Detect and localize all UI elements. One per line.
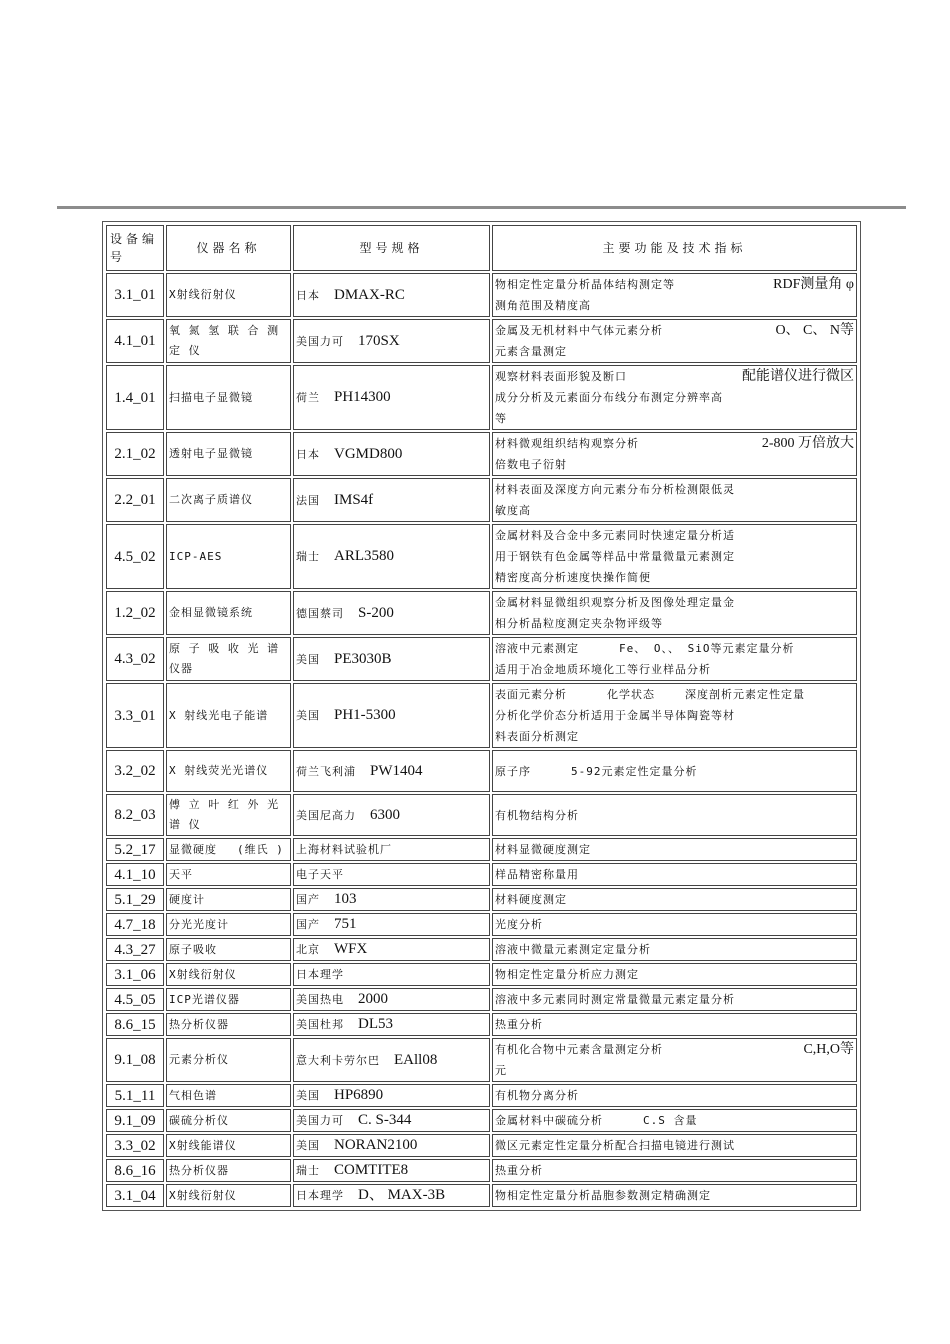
equipment-model: [293, 683, 490, 748]
equipment-function: [492, 963, 857, 986]
function-text-mid: 化学状态: [607, 688, 655, 701]
table-row: [106, 1084, 857, 1107]
model-number: PH14300: [334, 389, 391, 405]
equipment-model: [293, 432, 490, 476]
equipment-model: [293, 1134, 490, 1157]
table-row: [106, 365, 857, 430]
table-row: [106, 524, 857, 589]
equipment-function: [492, 683, 857, 748]
top-rule: [57, 206, 906, 209]
model-number: PE3030B: [334, 650, 392, 667]
function-text: 热重分析: [495, 1018, 543, 1031]
model-number: S-200: [358, 604, 394, 621]
function-line: [495, 761, 854, 782]
function-line: [495, 939, 854, 960]
equipment-name: [166, 838, 291, 861]
model-origin: 日本理学: [296, 968, 344, 981]
equipment-function: [492, 1159, 857, 1182]
table-row: [106, 794, 857, 836]
equipment-model: [293, 938, 490, 961]
header-code: 设备编号: [106, 225, 164, 271]
equipment-function: [492, 1134, 857, 1157]
function-line: [495, 684, 854, 705]
function-text-mid: C.S 含量: [643, 1114, 698, 1127]
equipment-function: [492, 1013, 857, 1036]
equipment-code: 4.3_27: [106, 938, 164, 961]
table-row: [106, 432, 857, 476]
model-origin: 国产: [296, 918, 320, 931]
equipment-name: [166, 863, 291, 886]
function-line: [495, 1135, 854, 1156]
equipment-name: [166, 319, 291, 363]
model-number: DL53: [358, 1016, 393, 1032]
equipment-code: 4.7_18: [106, 913, 164, 936]
equipment-name-text: 气相色谱: [169, 1088, 217, 1102]
equipment-model: [293, 794, 490, 836]
table-row: [106, 963, 857, 986]
model-number: HP6890: [334, 1087, 384, 1103]
function-line-right: C,H,O等: [803, 1042, 854, 1057]
function-text-mid: 5-92元素定性定量分析: [571, 764, 698, 778]
model-origin: 美国: [296, 1089, 320, 1102]
model-number: IMS4f: [334, 491, 374, 508]
table-header-row: [106, 225, 857, 271]
function-line-right: 配能谱仪进行微区: [742, 369, 854, 384]
equipment-name: [166, 1013, 291, 1036]
function-line: [495, 274, 854, 295]
equipment-model: [293, 1184, 490, 1207]
model-number: 2000: [358, 991, 388, 1007]
model-origin: 荷兰: [296, 391, 320, 404]
equipment-code: 1.2_02: [106, 591, 164, 635]
model-origin: 电子天平: [296, 868, 344, 881]
equipment-name-text: 天平: [169, 867, 193, 881]
equipment-code: 3.1_01: [106, 273, 164, 317]
function-text: 微区元素定性定量分析配合扫描电镜进行测试: [495, 1139, 735, 1152]
equipment-model: [293, 838, 490, 861]
function-text: 观察材料表面形貌及断口: [495, 370, 627, 383]
model-origin: 上海材料试验机厂: [296, 843, 392, 856]
table-row: [106, 273, 857, 317]
equipment-function: [492, 1084, 857, 1107]
equipment-model: [293, 988, 490, 1011]
function-line: 成分分析及元素面分布线分布测定分辨率高: [495, 391, 723, 404]
function-line: [495, 638, 854, 659]
equipment-name: [166, 591, 291, 635]
model-origin: 国产: [296, 893, 320, 906]
model-number: VGMD800: [334, 445, 403, 462]
equipment-name-text: X射线衍射仪: [169, 1188, 237, 1202]
equipment-code: 2.2_01: [106, 478, 164, 522]
equipment-name-text: 扫描电子显微镜: [169, 390, 253, 404]
table-row: [106, 863, 857, 886]
model-number: 751: [334, 916, 357, 932]
equipment-function: [492, 750, 857, 792]
equipment-code: 9.1_08: [106, 1038, 164, 1082]
function-text: 样品精密称量用: [495, 868, 579, 881]
model-origin: 意大利卡劳尔巴: [296, 1053, 380, 1067]
equipment-name-text: 原 子 吸 收 光 谱 仪器: [169, 642, 280, 675]
equipment-name-text: ICP光谱仪器: [169, 992, 240, 1006]
equipment-name: [166, 432, 291, 476]
equipment-name: [166, 1109, 291, 1132]
function-line-right: O、 C、 N等: [775, 323, 854, 338]
function-text: 材料硬度测定: [495, 893, 567, 906]
equipment-model: [293, 637, 490, 681]
table-row: [106, 838, 857, 861]
equipment-name: [166, 683, 291, 748]
function-line: [495, 1185, 854, 1206]
model-number: 103: [334, 891, 357, 907]
equipment-name-text: ICP-AES: [169, 549, 223, 563]
equipment-model: [293, 1038, 490, 1082]
equipment-code: 3.3_02: [106, 1134, 164, 1157]
model-origin: 荷兰飞利浦: [296, 764, 356, 778]
equipment-function: [492, 524, 857, 589]
equipment-name-text: 二次离子质谱仪: [169, 493, 253, 506]
function-text: 有机物分离分析: [495, 1089, 579, 1102]
equipment-name-text: 分光光度计: [169, 917, 229, 931]
function-text: 溶液中多元素同时测定常量微量元素定量分析: [495, 993, 735, 1006]
equipment-model: [293, 963, 490, 986]
function-text: 材料微观组织结构观察分析: [495, 437, 639, 450]
function-line: 倍数电子衍射: [495, 458, 567, 471]
equipment-name: [166, 273, 291, 317]
function-line: [495, 889, 854, 910]
function-line: [495, 1110, 854, 1131]
equipment-code: 8.2_03: [106, 794, 164, 836]
equipment-function: [492, 432, 857, 476]
equipment-name-text: 元素分析仪: [169, 1053, 229, 1066]
model-origin: 美国杜邦: [296, 1018, 344, 1031]
function-text: 物相定性定量分析晶体结构测定等: [495, 278, 675, 291]
function-text: 表面元素分析: [495, 688, 567, 701]
equipment-function: [492, 913, 857, 936]
function-text: 原子序: [495, 764, 531, 778]
equipment-code: 4.5_05: [106, 988, 164, 1011]
equipment-model: [293, 365, 490, 430]
function-text: 金属材料显微组织观察分析及图像处理定量金: [495, 596, 735, 609]
model-number: C. S-344: [358, 1112, 412, 1128]
function-text: 物相定性定量分析应力测定: [495, 968, 639, 981]
model-number: EAll08: [394, 1051, 438, 1068]
function-line: 敏度高: [495, 504, 531, 517]
equipment-code: 5.1_29: [106, 888, 164, 911]
equipment-name: [166, 988, 291, 1011]
equipment-model: [293, 1159, 490, 1182]
table-row: [106, 1134, 857, 1157]
equipment-name-suffix: (维氏 ): [237, 842, 284, 856]
function-text: 材料显微硬度测定: [495, 843, 591, 856]
equipment-name-text: 傅 立 叶 红 外 光 谱 仪: [169, 798, 280, 831]
function-text: 溶液中元素测定: [495, 642, 579, 655]
table-row: [106, 478, 857, 522]
equipment-name-text: X射线能谱仪: [169, 1138, 237, 1152]
model-origin: 法国: [296, 493, 320, 507]
table-row: [106, 1109, 857, 1132]
equipment-model: [293, 1084, 490, 1107]
equipment-code: 3.3_01: [106, 683, 164, 748]
function-line: [495, 1039, 854, 1060]
table-row: [106, 938, 857, 961]
equipment-model: [293, 591, 490, 635]
equipment-function: [492, 1184, 857, 1207]
table-row: [106, 683, 857, 748]
function-line: [495, 1014, 854, 1035]
equipment-code: 2.1_02: [106, 432, 164, 476]
function-line: [495, 366, 854, 387]
equipment-model: [293, 524, 490, 589]
equipment-code: 3.1_04: [106, 1184, 164, 1207]
model-origin: 日本: [296, 447, 320, 461]
equipment-model: [293, 1109, 490, 1132]
table-row: [106, 988, 857, 1011]
model-origin: 德国蔡司: [296, 606, 344, 620]
equipment-function: [492, 863, 857, 886]
model-number: PH1-5300: [334, 707, 396, 723]
model-number: WFX: [334, 941, 368, 957]
equipment-table: [102, 221, 861, 1211]
model-origin: 美国: [296, 1139, 320, 1152]
equipment-name-text: 硬度计: [169, 892, 205, 906]
function-line-right: 2-800 万倍放大: [761, 436, 854, 451]
function-text: 有机物结构分析: [495, 808, 579, 822]
equipment-function: [492, 478, 857, 522]
table-row: [106, 637, 857, 681]
equipment-model: [293, 888, 490, 911]
equipment-code: 8.6_16: [106, 1159, 164, 1182]
equipment-function: [492, 938, 857, 961]
model-number: D、 MAX-3B: [358, 1187, 446, 1203]
function-line: [495, 805, 854, 826]
header-name: 仪器名称: [166, 225, 291, 271]
equipment-function: [492, 888, 857, 911]
function-line: [495, 839, 854, 860]
model-origin: 日本: [296, 288, 320, 302]
equipment-model: [293, 478, 490, 522]
equipment-name: [166, 637, 291, 681]
model-origin: 日本理学: [296, 1189, 344, 1202]
model-origin: 瑞士: [296, 550, 320, 563]
equipment-model: [293, 750, 490, 792]
equipment-name-text: X 射线光电子能谱: [169, 708, 269, 722]
equipment-code: 4.5_02: [106, 524, 164, 589]
equipment-function: [492, 319, 857, 363]
table-row: [106, 591, 857, 635]
equipment-function: [492, 365, 857, 430]
function-line: 精密度高分析速度快操作简便: [495, 571, 651, 584]
function-line: 分析化学价态分析适用于金属半导体陶瓷等材: [495, 709, 735, 722]
function-line: 相分析晶粒度测定夹杂物评级等: [495, 617, 663, 630]
function-line: [495, 989, 854, 1010]
equipment-function: [492, 273, 857, 317]
function-line: [495, 1085, 854, 1106]
function-line: 测角范围及精度高: [495, 299, 591, 312]
equipment-code: 9.1_09: [106, 1109, 164, 1132]
equipment-name: [166, 963, 291, 986]
equipment-code: 1.4_01: [106, 365, 164, 430]
equipment-name-text: 金相显微镜系统: [169, 606, 253, 619]
model-number: PW1404: [370, 762, 423, 779]
function-line: [495, 592, 854, 613]
function-line: 元: [495, 1064, 507, 1077]
function-line: [495, 964, 854, 985]
equipment-model: [293, 273, 490, 317]
function-text: 溶液中微量元素测定定量分析: [495, 943, 651, 956]
equipment-code: 3.2_02: [106, 750, 164, 792]
equipment-code: 4.1_10: [106, 863, 164, 886]
equipment-name-text: 碳硫分析仪: [169, 1113, 229, 1127]
function-line: [495, 479, 854, 500]
equipment-name: [166, 478, 291, 522]
equipment-name-text: 氧 氮 氢 联 合 测 定 仪: [169, 324, 280, 357]
equipment-name-text: 透射电子显微镜: [169, 447, 253, 460]
model-origin: 美国热电: [296, 993, 344, 1006]
function-line: 用于钢铁有色金属等样品中常量微量元素测定: [495, 550, 735, 563]
equipment-model: [293, 913, 490, 936]
function-line: 等: [495, 412, 507, 425]
function-text: 材料表面及深度方向元素分布分析检测限低灵: [495, 483, 735, 496]
equipment-name: [166, 750, 291, 792]
table-row: [106, 1159, 857, 1182]
equipment-model: [293, 863, 490, 886]
function-text: 热重分析: [495, 1164, 543, 1177]
function-line: 适用于冶金地质环境化工等行业样品分析: [495, 663, 711, 676]
equipment-code: 4.3_02: [106, 637, 164, 681]
equipment-code: 3.1_06: [106, 963, 164, 986]
model-origin: 美国力可: [296, 1114, 344, 1127]
equipment-name: [166, 794, 291, 836]
equipment-function: [492, 838, 857, 861]
model-origin: 北京: [296, 943, 320, 956]
equipment-name: [166, 524, 291, 589]
function-text: 金属及无机材料中气体元素分析: [495, 324, 663, 337]
equipment-name: [166, 938, 291, 961]
function-text-right: 深度剖析元素定性定量: [685, 688, 805, 701]
equipment-name: [166, 1184, 291, 1207]
table-row: [106, 1013, 857, 1036]
function-line: [495, 914, 854, 935]
function-line: [495, 864, 854, 885]
equipment-code: 5.2_17: [106, 838, 164, 861]
table-row: [106, 1038, 857, 1082]
equipment-function: [492, 1038, 857, 1082]
equipment-name: [166, 1038, 291, 1082]
function-line: [495, 1160, 854, 1181]
model-origin: 美国: [296, 709, 320, 722]
model-number: COMTITE8: [334, 1162, 409, 1178]
function-text: 金属材料及合金中多元素同时快速定量分析适: [495, 529, 735, 542]
equipment-name-text: 热分析仪器: [169, 1017, 229, 1031]
equipment-name: [166, 1159, 291, 1182]
function-text: 有机化合物中元素含量测定分析: [495, 1043, 663, 1056]
equipment-name-text: 原子吸收: [169, 942, 217, 956]
equipment-function: [492, 591, 857, 635]
function-text-mid: Fe、 O、、 SiO等元素定量分析: [619, 642, 795, 655]
function-line: 料表面分析测定: [495, 730, 579, 743]
model-number: 170SX: [358, 332, 400, 349]
model-number: 6300: [370, 806, 400, 823]
table-row: [106, 1184, 857, 1207]
equipment-function: [492, 988, 857, 1011]
equipment-name: [166, 1134, 291, 1157]
model-origin: 瑞士: [296, 1164, 320, 1177]
model-number: DMAX-RC: [334, 286, 405, 303]
function-text: 物相定性定量分析晶胞参数测定精确测定: [495, 1189, 711, 1202]
function-line: 元素含量测定: [495, 345, 567, 358]
equipment-name-text: 热分析仪器: [169, 1163, 229, 1177]
function-line: [495, 320, 854, 341]
equipment-name-text: X射线衍射仪: [169, 967, 237, 981]
equipment-code: 5.1_11: [106, 1084, 164, 1107]
equipment-model: [293, 319, 490, 363]
equipment-name-text: X 射线荧光光谱仪: [169, 764, 269, 777]
header-function: 主要功能及技术指标: [492, 225, 857, 271]
equipment-model: [293, 1013, 490, 1036]
model-number: NORAN2100: [334, 1137, 418, 1153]
equipment-function: [492, 1109, 857, 1132]
equipment-name: [166, 913, 291, 936]
header-model: 型号规格: [293, 225, 490, 271]
equipment-name-text: 显微硬度: [169, 842, 217, 856]
equipment-name-text: X射线衍射仪: [169, 288, 237, 301]
equipment-function: [492, 637, 857, 681]
function-line: [495, 433, 854, 454]
equipment-function: [492, 794, 857, 836]
equipment-name: [166, 1084, 291, 1107]
model-origin: 美国尼高力: [296, 808, 356, 822]
table-row: [106, 319, 857, 363]
model-origin: 美国: [296, 652, 320, 666]
model-number: ARL3580: [334, 548, 394, 564]
equipment-code: 4.1_01: [106, 319, 164, 363]
table-row: [106, 913, 857, 936]
model-origin: 美国力可: [296, 334, 344, 348]
equipment-code: 8.6_15: [106, 1013, 164, 1036]
table-row: [106, 888, 857, 911]
table-row: [106, 750, 857, 792]
function-text: 光度分析: [495, 918, 543, 931]
function-line: [495, 525, 854, 546]
function-text: 金属材料中碳硫分析: [495, 1114, 603, 1127]
equipment-name: [166, 365, 291, 430]
function-line-right: RDF测量角 φ: [773, 277, 854, 292]
equipment-name: [166, 888, 291, 911]
